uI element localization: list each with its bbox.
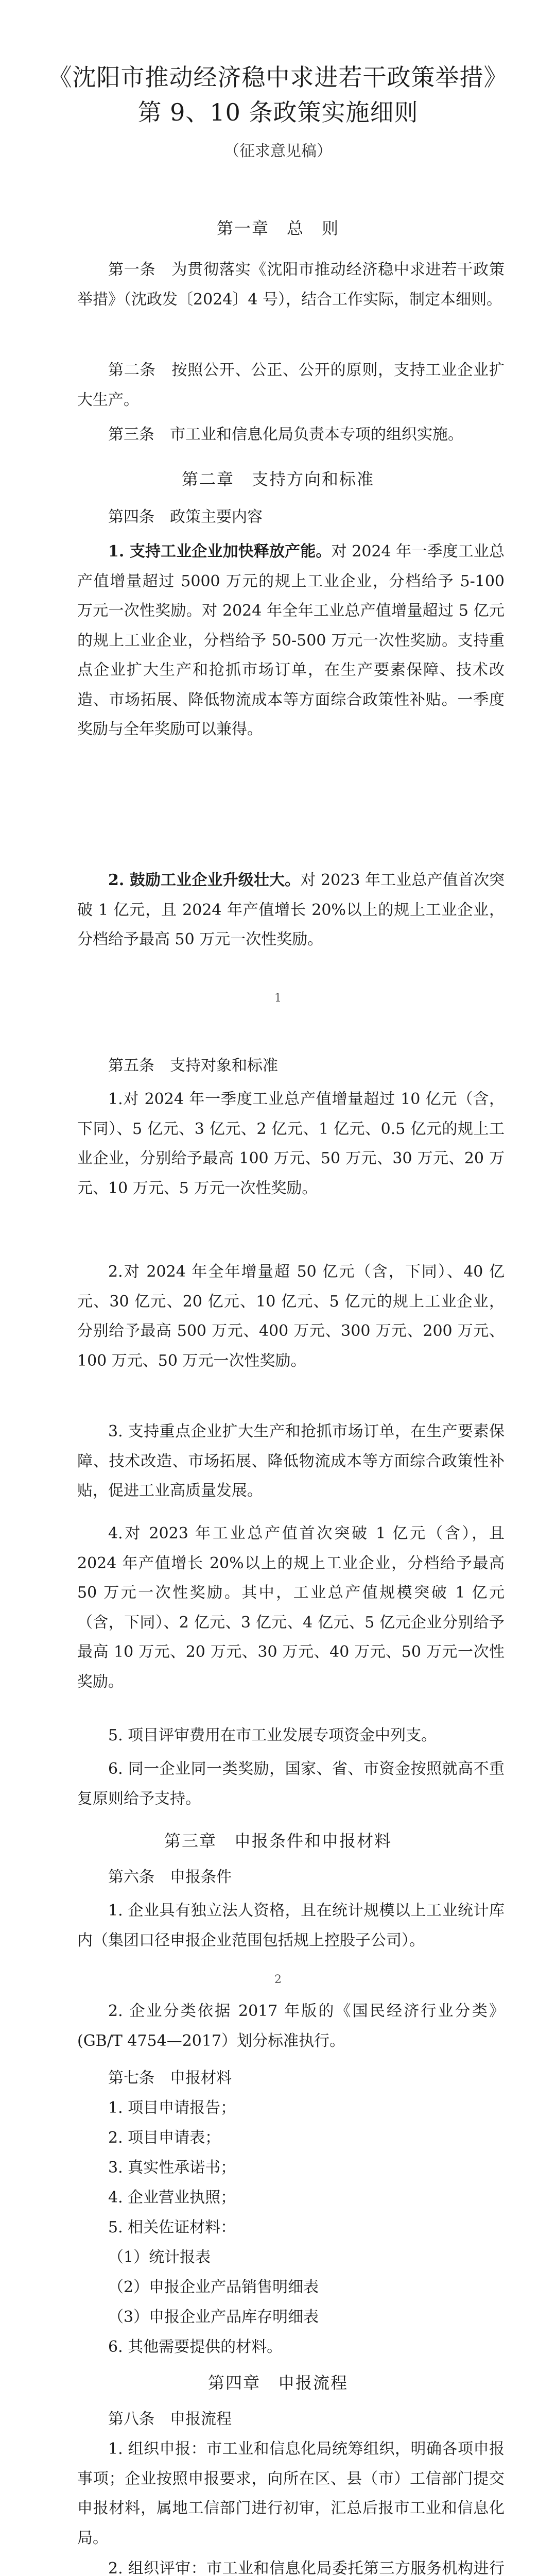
document-title-line1: 《沈阳市推动经济稳中求进若干政策举措》 <box>48 63 508 91</box>
policy-item-1-lead: 1. 支持工业企业加快释放产能。 <box>108 543 332 561</box>
article-5: 第五条 支持对象和标准 <box>108 1057 278 1075</box>
document-subtitle: （征求意见稿） <box>224 142 332 160</box>
material-5: 5. 相关佐证材料： <box>108 2218 236 2236</box>
chapter-2-heading: 第二章 支持方向和标准 <box>181 469 374 489</box>
article-1: 第一条 为贯彻落实《沈阳市推动经济稳中求进若干政策举措》（沈政发〔2024〕4 号），结合工作实际，制定本细则。 <box>77 261 505 309</box>
material-3: 3. 真实性承诺书； <box>108 2159 236 2177</box>
article-5-item-6: 6. 同一企业同一类奖励，国家、省、市资金按照就高不重复原则给予支持。 <box>77 1760 505 1808</box>
policy-item-1 <box>77 537 505 744</box>
article-2: 第二条 按照公开、公正、公开的原则，支持工业企业扩大生产。 <box>77 361 505 409</box>
material-5-sub-2: （2）申报企业产品销售明细表 <box>108 2278 319 2296</box>
material-5-sub-1: （1）统计报表 <box>108 2248 211 2266</box>
article-5-item-2: 2.对 2024 年全年增量超 50 亿元（含，下同）、40 亿元、30 亿元、20 亿元、10 亿元、5 亿元的规上工业企业，分别给予最高 500 万元、400 万元、300 万元、200 万元、100 万元、50 万元一次性奖励。 <box>77 1263 505 1370</box>
chapter-1-heading: 第一章 总 则 <box>216 218 339 238</box>
article-6: 第六条 申报条件 <box>108 1868 232 1886</box>
policy-item-2-lead: 2. 鼓励工业企业升级壮大。 <box>108 871 301 889</box>
article-5-item-1: 1.对 2024 年一季度工业总产值增量超过 10 亿元（含，下同）、5 亿元、3 亿元、2 亿元、1 亿元、0.5 亿元的规上工业企业，分别给予最高 100 万元、50 万元、30 万元、20 万元、10 万元、5 万元一次性奖励。 <box>77 1090 505 1197</box>
material-6: 6. 其他需要提供的材料。 <box>108 2338 283 2356</box>
material-4: 4. 企业营业执照； <box>108 2189 236 2207</box>
article-3: 第三条 市工业和信息化局负责本专项的组织实施。 <box>108 426 463 444</box>
page-number: 2 <box>274 1973 282 1986</box>
process-step-2: 2. 组织评审：市工业和信息化局委托第三方服务机构进行 <box>108 2560 505 2576</box>
article-8: 第八条 申报流程 <box>108 2410 232 2428</box>
policy-item-2 <box>77 866 505 955</box>
policy-item-1-text: 对 2024 年一季度工业总产值增量超过 5000 万元的规上工业企业，分档给予 5-100 万元一次性奖励。对 2024 年全年工业总产值增量超过 5 亿元的规上工业企业，分档给予 50-500 万元一次性奖励。支持重点企业扩大生产和抢抓市场订单，在生产要素保障、技术改造、市场拓展、降低物流成本等方面综合政策性补贴。一季度奖励与全年奖励可以兼得。 <box>77 543 505 738</box>
article-4: 第四条 政策主要内容 <box>108 508 263 526</box>
material-2: 2. 项目申请表； <box>108 2129 221 2147</box>
article-5-item-3: 3. 支持重点企业扩大生产和抢抓市场订单，在生产要素保障、技术改造、市场拓展、降低物流成本等方面综合政策性补贴，促进工业高质量发展。 <box>77 1422 505 1500</box>
article-6-item-2: 2. 企业分类依据 2017 年版的《国民经济行业分类》(GB/T 4754—2017）划分标准执行。 <box>77 2002 505 2050</box>
article-7: 第七条 申报材料 <box>108 2069 232 2087</box>
material-1: 1. 项目申请报告； <box>108 2099 236 2117</box>
chapter-3-heading: 第三章 申报条件和申报材料 <box>164 1831 392 1851</box>
article-5-item-5: 5. 项目评审费用在市工业发展专项资金中列支。 <box>108 1726 437 1744</box>
page-number: 1 <box>274 992 282 1005</box>
chapter-4-heading: 第四章 申报流程 <box>207 2373 348 2393</box>
article-5-item-4: 4.对 2023 年工业总产值首次突破 1 亿元（含），且 2024 年产值增长 20%以上的规上工业企业，分档给予最高 50 万元一次性奖励。其中，工业总产值规模突破 1 亿元（含，下同）、2 亿元、3 亿元、4 亿元、5 亿元企业分别给予最高 10 万元、20 万元、30 万元、40 万元、50 万元一次性奖励。 <box>77 1524 505 1691</box>
article-6-item-1: 1. 企业具有独立法人资格，且在统计规模以上工业统计库内（集团口径申报企业范围包括规上控股子公司）。 <box>77 1902 505 1950</box>
policy-item-2-text: 对 2023 年工业总产值首次突破 1 亿元，且 2024 年产值增长 20%以上的规上工业企业，分档给予最高 50 万元一次性奖励。 <box>77 871 505 948</box>
document-title-line2: 第 9、10 条政策实施细则 <box>137 98 419 126</box>
process-step-1: 1. 组织申报：市工业和信息化局统筹组织，明确各项申报事项；企业按照申报要求，向所在区、县（市）工信部门提交申报材料，属地工信部门进行初审，汇总后报市工业和信息化局。 <box>77 2440 505 2547</box>
material-5-sub-3: （3）申报企业产品库存明细表 <box>108 2308 319 2326</box>
